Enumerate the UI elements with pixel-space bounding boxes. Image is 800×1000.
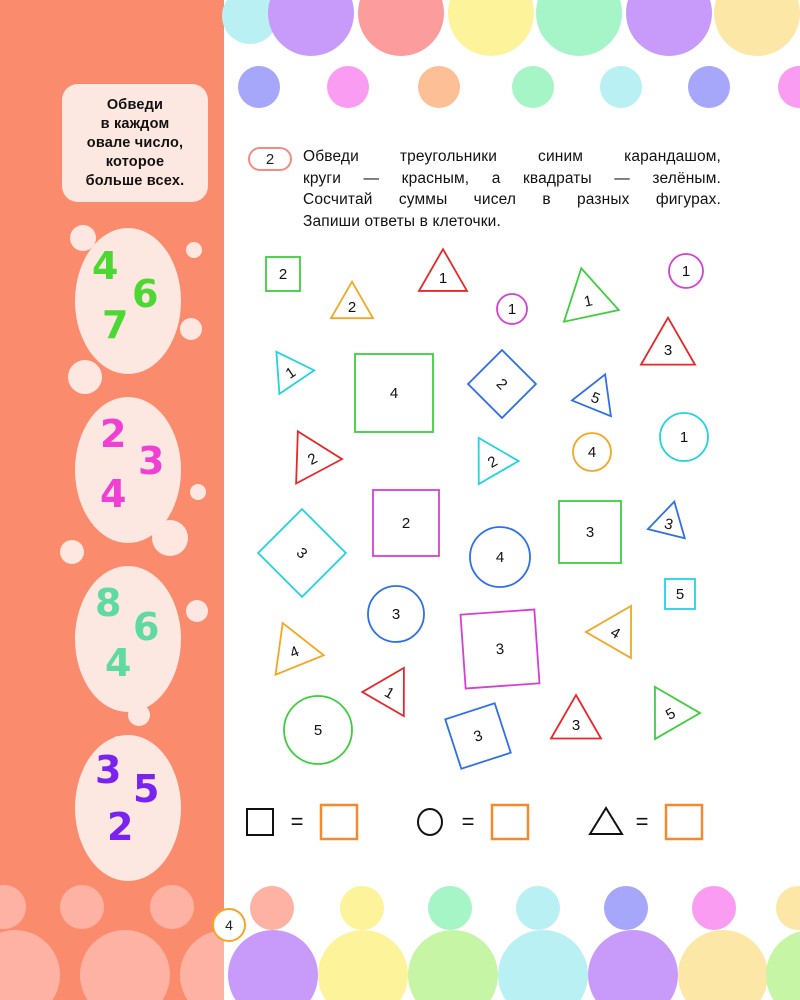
- shape-number: 1: [282, 363, 300, 383]
- shape-number: 1: [681, 263, 691, 280]
- circle-shape[interactable]: [669, 254, 703, 288]
- task-line: Обведи треугольники синим карандашом,: [303, 148, 721, 165]
- oval-number[interactable]: 3: [95, 748, 122, 792]
- triangle-shape[interactable]: [259, 340, 314, 394]
- shape-number: 4: [389, 385, 399, 402]
- square-shape[interactable]: [559, 501, 621, 563]
- triangle-shape[interactable]: [641, 318, 695, 365]
- oval-number[interactable]: 6: [132, 272, 159, 316]
- triangle-shape[interactable]: [331, 282, 373, 319]
- task-line: Запиши ответы в клеточки.: [303, 212, 501, 230]
- triangle-answer: [590, 805, 702, 839]
- oval-number[interactable]: 8: [95, 581, 122, 625]
- circle-shape[interactable]: [368, 586, 424, 642]
- answer-box[interactable]: [321, 805, 357, 839]
- shape-number: 1: [438, 270, 448, 287]
- task-line: круги — красным, а квадраты — зелёным.: [303, 169, 721, 187]
- triangle-shape[interactable]: [259, 613, 324, 674]
- answer-box[interactable]: [666, 805, 702, 839]
- shape-number: 2: [492, 375, 511, 394]
- oval-number[interactable]: 6: [133, 605, 160, 649]
- oval-number[interactable]: 7: [102, 303, 129, 347]
- page-number: 4: [212, 908, 246, 942]
- circle-shape[interactable]: [660, 413, 708, 461]
- shape-number: 2: [401, 515, 411, 532]
- triangle-shape[interactable]: [648, 497, 693, 538]
- circle-icon: [418, 809, 442, 835]
- square-icon: [247, 809, 273, 835]
- triangle-shape[interactable]: [275, 419, 342, 483]
- instruction-text: Обведи в каждом овале число, которое больше всех.: [85, 96, 185, 189]
- shape-number: 4: [287, 642, 302, 662]
- square-shape[interactable]: [373, 490, 439, 556]
- square-shape[interactable]: [665, 579, 695, 609]
- triangle-shape[interactable]: [419, 249, 467, 291]
- shape-number: 3: [585, 524, 595, 541]
- oval-number[interactable]: 5: [133, 767, 160, 811]
- oval-number[interactable]: 2: [107, 805, 134, 849]
- triangle-shape[interactable]: [554, 262, 619, 321]
- triangle-shape[interactable]: [459, 426, 519, 484]
- shape-number: 3: [662, 515, 675, 534]
- shape-number: 3: [663, 342, 673, 359]
- square-shape[interactable]: [266, 257, 300, 291]
- answer-box[interactable]: [492, 805, 528, 839]
- equals-sign: =: [635, 809, 649, 834]
- circle-shape[interactable]: [470, 527, 530, 587]
- circle-shape[interactable]: [573, 433, 611, 471]
- square-shape[interactable]: [468, 350, 536, 418]
- square-shape[interactable]: [258, 509, 346, 597]
- square-shape[interactable]: [355, 354, 433, 432]
- shape-number: 2: [347, 299, 357, 316]
- oval-number[interactable]: 4: [92, 244, 119, 288]
- shape-number: 1: [582, 292, 595, 311]
- oval-number[interactable]: 3: [138, 439, 165, 483]
- oval-number[interactable]: 4: [100, 472, 127, 516]
- shape-number: 5: [662, 704, 679, 724]
- square-shape[interactable]: [445, 703, 511, 769]
- shape-number: 2: [484, 452, 501, 472]
- triangle-shape[interactable]: [586, 593, 654, 658]
- triangle-shape[interactable]: [551, 695, 601, 739]
- shape-number: 4: [495, 549, 505, 566]
- square-answer: [247, 805, 357, 839]
- equals-sign: =: [290, 809, 304, 834]
- triangle-icon: [590, 808, 622, 834]
- circle-shape[interactable]: [497, 294, 527, 324]
- square-shape[interactable]: [461, 610, 540, 689]
- shape-number: 2: [305, 449, 321, 469]
- equals-sign: =: [461, 809, 475, 834]
- shape-number: 5: [675, 586, 685, 603]
- shape-number: 1: [507, 301, 517, 318]
- triangle-outline: [554, 262, 619, 321]
- oval-number[interactable]: 4: [105, 641, 132, 685]
- shape-number: 5: [588, 388, 603, 408]
- shape-number: 5: [313, 722, 323, 739]
- shape-number: 4: [587, 444, 597, 461]
- task-line: Сосчитай суммы чисел в разных фигурах.: [303, 191, 721, 208]
- shape-number: 4: [607, 623, 624, 643]
- shape-number: 1: [679, 429, 689, 446]
- triangle-shape[interactable]: [632, 674, 700, 739]
- shape-number: 3: [571, 717, 581, 734]
- task-number-badge: 2: [248, 147, 292, 171]
- circle-answer: [418, 805, 528, 839]
- shape-number: 3: [292, 544, 311, 563]
- shape-number: 3: [471, 727, 485, 746]
- oval-number[interactable]: 2: [100, 412, 127, 456]
- shape-number: 3: [495, 640, 505, 659]
- circle-shape[interactable]: [284, 696, 352, 764]
- shape-number: 3: [391, 606, 401, 623]
- triangle-shape[interactable]: [572, 367, 625, 417]
- triangle-shape[interactable]: [362, 656, 424, 716]
- shape-number: 2: [278, 266, 288, 283]
- shape-number: 1: [381, 683, 398, 703]
